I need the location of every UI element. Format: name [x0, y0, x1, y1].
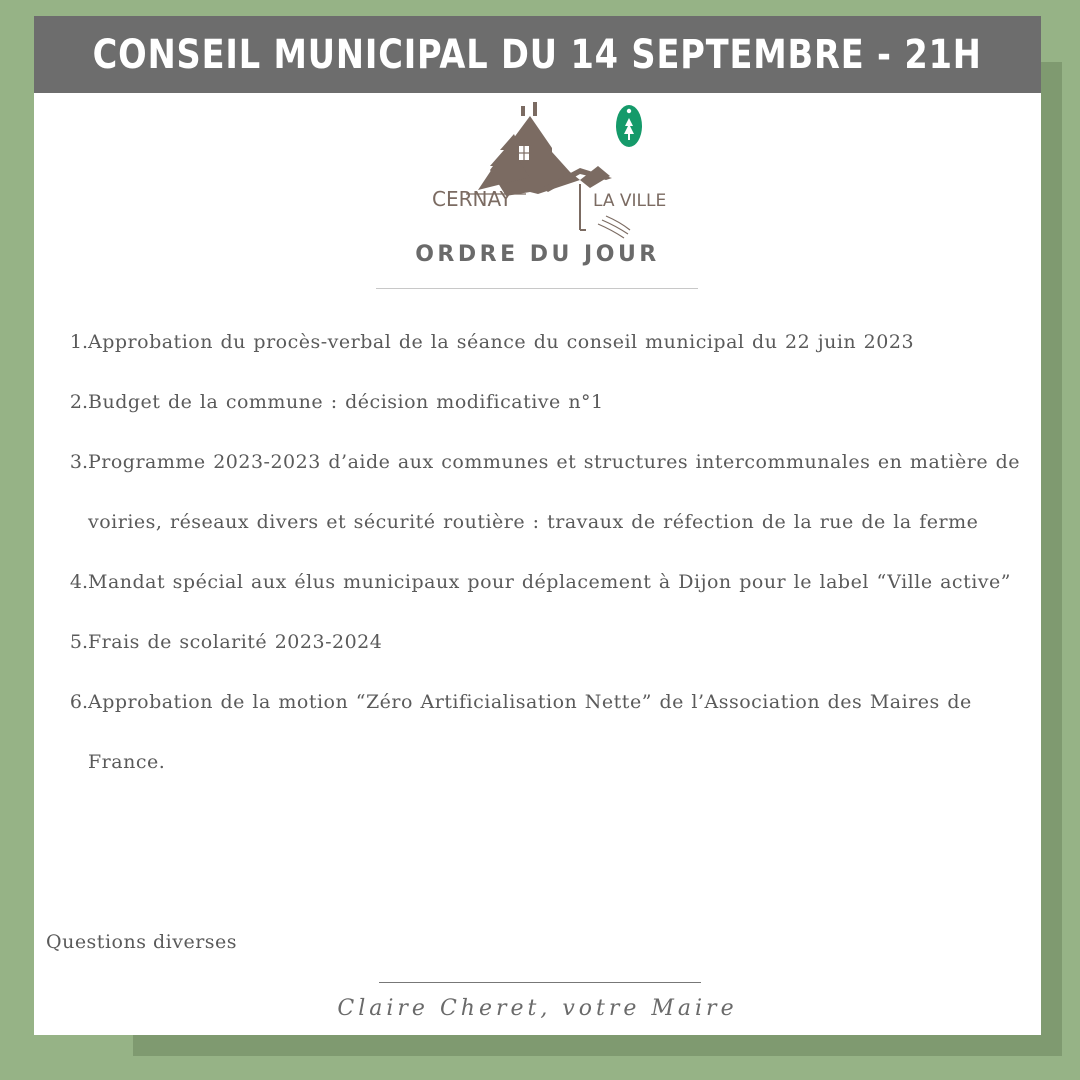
agenda-item-text: Mandat spécial aux élus municipaux pour déplacement à Dijon pour le label “Ville active” [88, 571, 1011, 593]
agenda-item [34, 552, 1041, 612]
agenda-item [34, 372, 1041, 432]
agenda-item-text: Frais de scolarité 2023-2024 [88, 631, 383, 653]
signature: Claire Cheret, votre Maire [337, 996, 738, 1021]
agenda-item-text: Approbation de la motion “Zéro Artificialisation Nette” de l’Association des Maires de France. [88, 691, 972, 773]
agenda-item-number: 6. [69, 691, 88, 713]
logo-text-left: CERNAY [432, 187, 512, 211]
divider-top [376, 288, 698, 289]
agenda-item [34, 612, 1041, 672]
logo-text-right: LA VILLE [593, 191, 667, 211]
agenda-subtitle: ORDRE DU JOUR [415, 242, 660, 267]
nature-badge-icon [614, 102, 644, 150]
agenda-item-number: 1. [69, 331, 88, 353]
agenda-item [34, 672, 1041, 792]
page-title: CONSEIL MUNICIPAL DU 14 SEPTEMBRE - 21H [92, 31, 983, 78]
agenda-item-number: 4. [69, 571, 88, 593]
agenda-item [34, 312, 1041, 372]
agenda-item-number: 2. [69, 391, 88, 413]
header-band [34, 16, 1041, 93]
questions-diverses: Questions diverses [46, 931, 238, 953]
agenda-item-number: 3. [69, 451, 88, 473]
divider-bottom [379, 982, 701, 983]
agenda-item [34, 432, 1041, 552]
agenda-item-number: 5. [69, 631, 88, 653]
agenda-list [34, 312, 1041, 792]
agenda-card [34, 16, 1041, 1035]
agenda-item-text: Approbation du procès-verbal de la séance du conseil municipal du 22 juin 2023 [88, 331, 915, 353]
agenda-item-text: Programme 2023-2023 d’aide aux communes et structures intercommunales en matière de voiries, réseaux divers et sécurité routière : travaux de réfection de la rue de la ferme [88, 451, 1021, 533]
agenda-item-text: Budget de la commune : décision modificative n°1 [88, 391, 604, 413]
